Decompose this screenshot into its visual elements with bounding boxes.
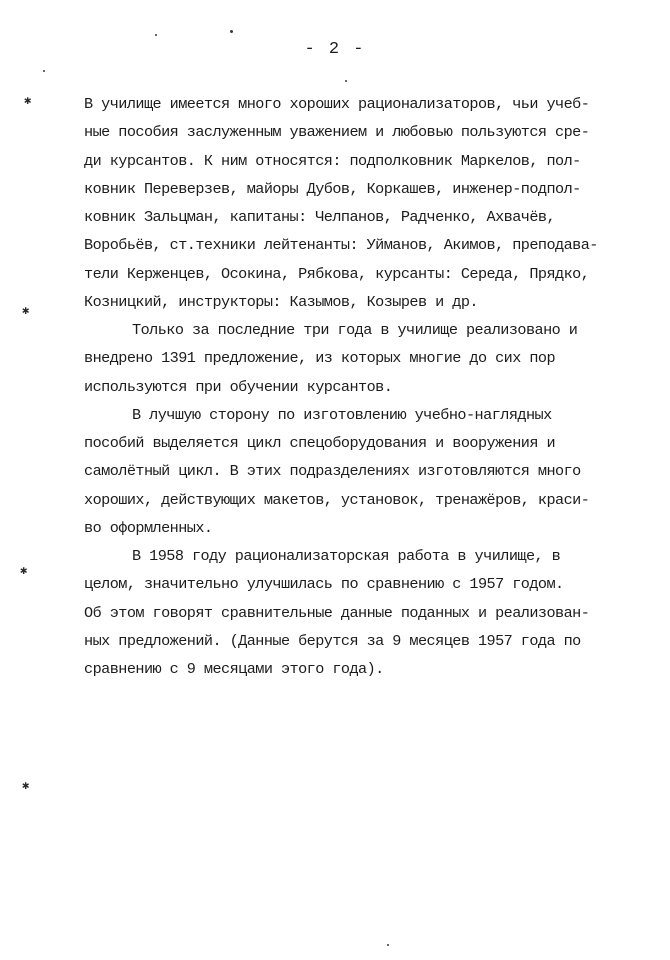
- document-body: [84, 90, 664, 683]
- scan-speck: [155, 34, 157, 36]
- text-line: используются при обучении курсантов.: [84, 377, 393, 396]
- paragraph-1: [84, 90, 664, 316]
- text-line: В училище имеется много хороших рационализаторов, чьи учеб-: [84, 95, 590, 113]
- text-line: ковник Переверзев, майоры Дубов, Коркашев, инженер-подпол-: [84, 179, 581, 198]
- text-line: ди курсантов. К ним относятся: подполковник Маркелов, пол-: [84, 151, 581, 170]
- paragraph-2: [84, 316, 664, 401]
- text-line: ные пособия заслуженным уважением и любовью пользуются сре-: [84, 123, 590, 142]
- text-line: ковник Зальцман, капитаны: Челпанов, Радченко, Ахвачёв,: [84, 208, 556, 226]
- text-line: Только за последние три года в училище реализовано и: [132, 321, 578, 339]
- scan-speck: [345, 80, 347, 82]
- scan-speck: [43, 70, 45, 72]
- binder-mark-icon: ✱: [20, 564, 28, 578]
- text-line: В 1958 году рационализаторская работа в училище, в: [132, 547, 561, 565]
- text-line: самолётный цикл. В этих подразделениях изготовляются много: [84, 462, 581, 481]
- text-line: во оформленных.: [84, 518, 213, 537]
- text-line: внедрено 1391 предложение, из которых многие до сих пор: [84, 349, 556, 368]
- scan-speck: [387, 944, 389, 946]
- text-line: целом, значительно улучшилась по сравнению с 1957 годом.: [84, 575, 564, 594]
- binder-mark-icon: ✱: [22, 779, 30, 793]
- text-line: Козницкий, инструкторы: Казымов, Козырев и др.: [84, 292, 478, 311]
- binder-mark-icon: ✱: [22, 304, 30, 318]
- text-line: пособий выделяется цикл спецоборудования и вооружения и: [84, 434, 556, 452]
- text-line: Об этом говорят сравнительные данные поданных и реализован-: [84, 603, 590, 622]
- text-line: Воробьёв, ст.техники лейтенанты: Уйманов, Акимов, преподава-: [84, 236, 598, 255]
- binder-mark-icon: ✱: [24, 94, 32, 108]
- paragraph-3: [84, 401, 664, 542]
- text-line: хороших, действующих макетов, установок, тренажёров, краси-: [84, 490, 590, 509]
- text-line: ных предложений. (Данные берутся за 9 месяцев 1957 года по: [84, 631, 581, 650]
- text-line: тели Керженцев, Осокина, Рябкова, курсанты: Середа, Прядко,: [84, 264, 590, 283]
- text-line: сравнению с 9 месяцами этого года).: [84, 660, 384, 678]
- scan-speck: [230, 30, 233, 33]
- text-line: В лучшую сторону по изготовлению учебно-наглядных: [132, 405, 552, 424]
- page-number: - 2 -: [304, 40, 366, 59]
- paragraph-4: [84, 542, 664, 683]
